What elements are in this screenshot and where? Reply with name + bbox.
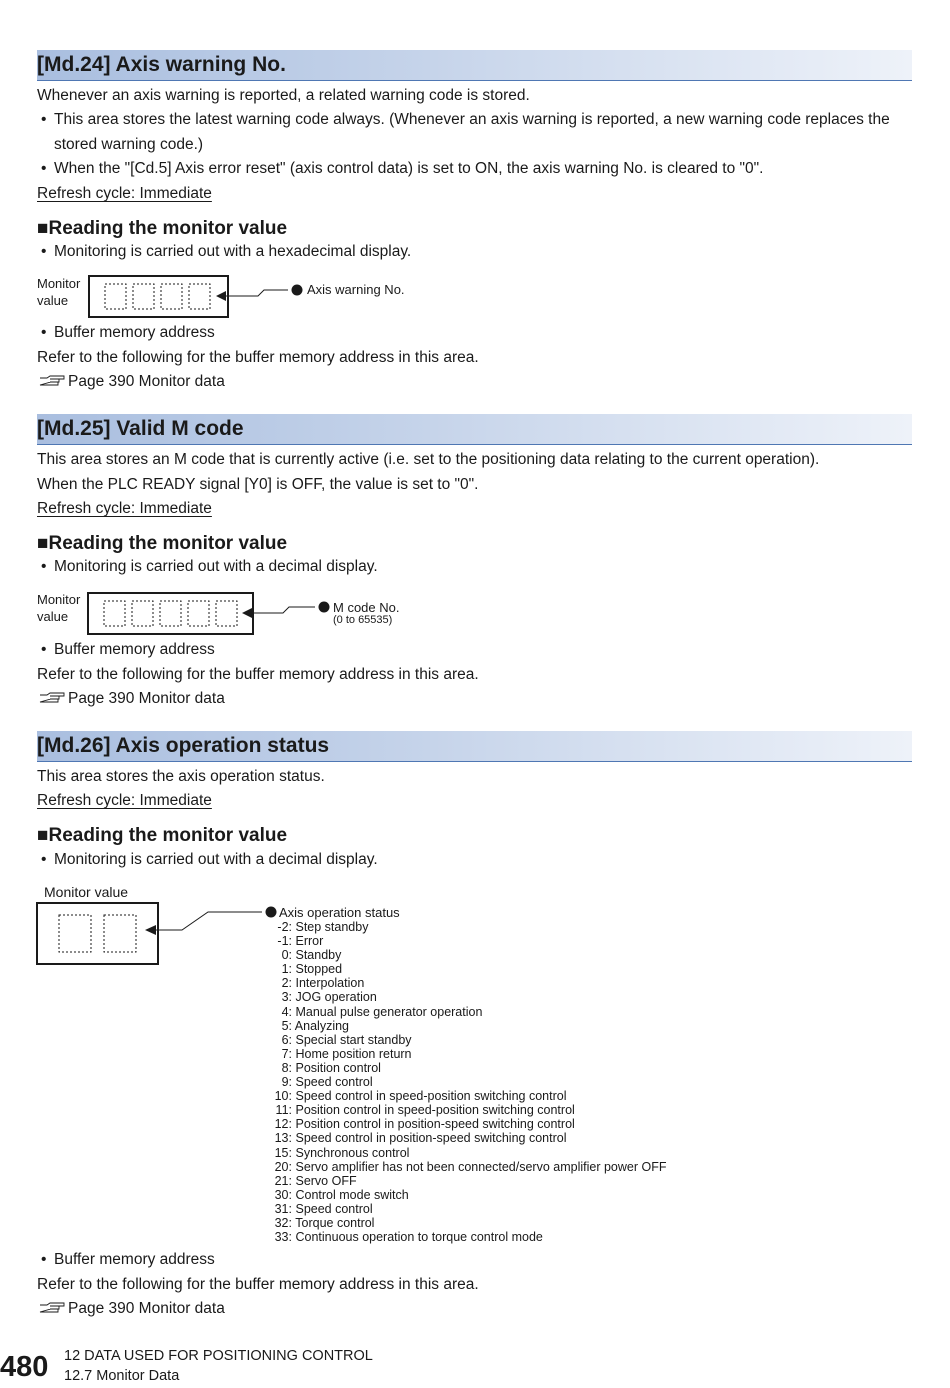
- status-code-number: 9:: [281, 1075, 292, 1090]
- status-code-number: 12:: [274, 1117, 292, 1132]
- callout-label: Axis warning No.: [307, 282, 405, 297]
- bullet-dot: •: [41, 243, 47, 260]
- status-code-text: Position control in speed-position switching control: [295, 1103, 575, 1118]
- status-code-item: [262, 1005, 667, 1019]
- status-code-text: Speed control in speed-position switching control: [295, 1089, 567, 1104]
- section-title: [Md.26] Axis operation status: [37, 734, 330, 757]
- status-code-item: [262, 1146, 667, 1160]
- subheading: ■Reading the monitor value: [37, 825, 288, 846]
- page-reference[interactable]: [39, 1300, 225, 1318]
- status-code-number: 4:: [281, 1004, 292, 1019]
- bullet-text: Buffer memory address: [54, 641, 215, 658]
- status-code-number: 21:: [274, 1173, 292, 1188]
- bullet-text: When the "[Cd.5] Axis error reset" (axis control data) is set to ON, the axis warning No. is cleared to "0".: [54, 160, 764, 177]
- bullet-text: Buffer memory address: [54, 1251, 215, 1268]
- status-code-item: [262, 1061, 667, 1075]
- status-code-item: [262, 920, 667, 934]
- subheading: ■Reading the monitor value: [37, 218, 288, 239]
- footer-section: 12.7 Monitor Data: [64, 1368, 180, 1384]
- status-code-text: Servo amplifier has not been connected/servo amplifier power OFF: [295, 1159, 667, 1174]
- status-code-item: [262, 1160, 667, 1174]
- bullet-dot: •: [41, 324, 47, 341]
- page-reference-text: Page 390 Monitor data: [68, 1300, 225, 1317]
- status-code-item: [262, 1089, 667, 1103]
- page-number: 480: [0, 1351, 49, 1383]
- status-code-number: 3:: [281, 990, 292, 1005]
- status-code-number: 7:: [281, 1046, 292, 1061]
- status-code-text: Error: [295, 934, 324, 949]
- status-code-number: 11:: [275, 1103, 292, 1118]
- status-code-text: Special start standby: [295, 1032, 412, 1047]
- status-code-text: Stopped: [295, 962, 343, 977]
- status-code-text: Servo OFF: [295, 1173, 357, 1188]
- section-header-md25: [37, 414, 912, 445]
- status-code-number: 1:: [281, 962, 292, 977]
- status-code-text: Synchronous control: [295, 1145, 410, 1160]
- status-code-text: JOG operation: [295, 990, 377, 1005]
- intro-text: This area stores an M code that is currently active (i.e. set to the positioning data relating to the current operation).: [37, 451, 820, 468]
- bullet-dot: •: [41, 641, 47, 658]
- status-code-item: [262, 1019, 667, 1033]
- status-code-text: Manual pulse generator operation: [295, 1004, 483, 1019]
- page-reference-text: Page 390 Monitor data: [68, 373, 225, 390]
- status-code-item: [262, 1174, 667, 1188]
- callout-label: M code No.: [333, 600, 400, 615]
- status-code-text: Home position return: [295, 1046, 412, 1061]
- status-code-item: [262, 1075, 667, 1089]
- status-code-number: -2:: [277, 920, 292, 934]
- footer-chapter: 12 DATA USED FOR POSITIONING CONTROL: [64, 1348, 373, 1364]
- status-code-number: 0:: [281, 948, 292, 963]
- status-code-text: Position control: [295, 1060, 381, 1075]
- status-code-number: 6:: [281, 1032, 292, 1047]
- page-reference-text: Page 390 Monitor data: [68, 690, 225, 707]
- status-code-item: [262, 990, 667, 1004]
- refresh-cycle: Refresh cycle: Immediate: [37, 500, 212, 517]
- monitor-label: value: [37, 293, 69, 308]
- status-code-item: [262, 1103, 667, 1117]
- status-code-text: Position control in position-speed switching control: [295, 1117, 575, 1132]
- status-code-item: [262, 1216, 667, 1230]
- pointing-hand-icon: [39, 375, 66, 387]
- status-code-text: Standby: [295, 948, 342, 963]
- status-code-number: 31:: [274, 1201, 292, 1216]
- section-header-md24: [37, 50, 912, 81]
- bullet-text-continued: stored warning code.): [54, 136, 204, 153]
- section-title: [Md.24] Axis warning No.: [37, 53, 286, 76]
- refer-text: Refer to the following for the buffer memory address in this area.: [37, 349, 479, 366]
- bullet-text: Monitoring is carried out with a decimal display.: [54, 851, 378, 868]
- intro-text: Whenever an axis warning is reported, a related warning code is stored.: [37, 87, 530, 104]
- status-code-text: Analyzing: [294, 1018, 349, 1033]
- pointing-hand-icon: [39, 1302, 66, 1314]
- status-code-text: Torque control: [295, 1215, 375, 1230]
- status-code-number: 2:: [281, 976, 292, 991]
- status-code-number: 10:: [274, 1089, 292, 1104]
- intro-text: This area stores the axis operation status.: [37, 768, 325, 785]
- status-code-item: [262, 1117, 667, 1131]
- status-code-item: [262, 1047, 667, 1061]
- status-code-item: [262, 1188, 667, 1202]
- refresh-cycle: Refresh cycle: Immediate: [37, 792, 212, 809]
- status-code-item: [262, 934, 667, 948]
- bullet-dot: •: [41, 1251, 47, 1268]
- refer-text: Refer to the following for the buffer memory address in this area.: [37, 1276, 479, 1293]
- monitor-label: Monitor value: [44, 884, 129, 900]
- status-code-number: 33:: [274, 1230, 292, 1245]
- status-code-text: Speed control: [295, 1075, 373, 1090]
- subheading: ■Reading the monitor value: [37, 533, 288, 554]
- refresh-cycle: Refresh cycle: Immediate: [37, 185, 212, 202]
- page-reference[interactable]: [39, 690, 225, 708]
- status-code-number: 30:: [274, 1187, 292, 1202]
- status-code-number: 15:: [274, 1145, 292, 1160]
- status-code-item: [262, 948, 667, 962]
- status-code-item: [262, 976, 667, 990]
- callout-label: Axis operation status: [279, 905, 400, 920]
- pointing-hand-icon: [39, 692, 66, 704]
- bullet-dot: •: [41, 160, 47, 177]
- status-code-text: Continuous operation to torque control mode: [295, 1230, 543, 1245]
- status-code-number: 20:: [274, 1159, 292, 1174]
- status-code-number: 5:: [281, 1018, 292, 1033]
- status-code-item: [262, 1131, 667, 1145]
- monitor-diagram-md26: [36, 901, 286, 967]
- bullet-text: This area stores the latest warning code always. (Whenever an axis warning is reported, a new warning code replaces the: [54, 111, 890, 128]
- bullet-text: Monitoring is carried out with a hexadecimal display.: [54, 243, 412, 260]
- status-code-item: [262, 1230, 667, 1244]
- monitor-label: Monitor: [37, 276, 81, 291]
- status-code-number: 8:: [281, 1060, 292, 1075]
- status-code-list: [262, 920, 667, 1244]
- status-code-text: Speed control: [295, 1201, 373, 1216]
- monitor-label: Monitor: [37, 592, 81, 607]
- bullet-text: Monitoring is carried out with a decimal display.: [54, 558, 378, 575]
- status-code-number: -1:: [277, 934, 292, 949]
- bullet-text: Buffer memory address: [54, 324, 215, 341]
- status-code-item: [262, 1033, 667, 1047]
- status-code-text: Control mode switch: [295, 1187, 409, 1202]
- monitor-label: value: [37, 609, 69, 624]
- bullet-dot: •: [41, 851, 47, 868]
- bullet-dot: •: [41, 558, 47, 575]
- section-title: [Md.25] Valid M code: [37, 417, 244, 440]
- bullet-dot: •: [41, 111, 47, 128]
- status-code-text: Step standby: [295, 920, 369, 934]
- monitor-diagram-md24: [88, 274, 408, 320]
- status-code-text: Speed control in position-speed switching control: [295, 1131, 567, 1146]
- intro-text: When the PLC READY signal [Y0] is OFF, the value is set to "0".: [37, 476, 479, 493]
- status-code-item: [262, 1202, 667, 1216]
- section-header-md26: [37, 731, 912, 762]
- status-code-number: 13:: [274, 1131, 292, 1146]
- status-code-number: 32:: [274, 1215, 292, 1230]
- page-reference[interactable]: [39, 373, 225, 391]
- refer-text: Refer to the following for the buffer memory address in this area.: [37, 666, 479, 683]
- status-code-text: Interpolation: [295, 976, 365, 991]
- status-code-item: [262, 962, 667, 976]
- callout-range: (0 to 65535): [333, 614, 393, 626]
